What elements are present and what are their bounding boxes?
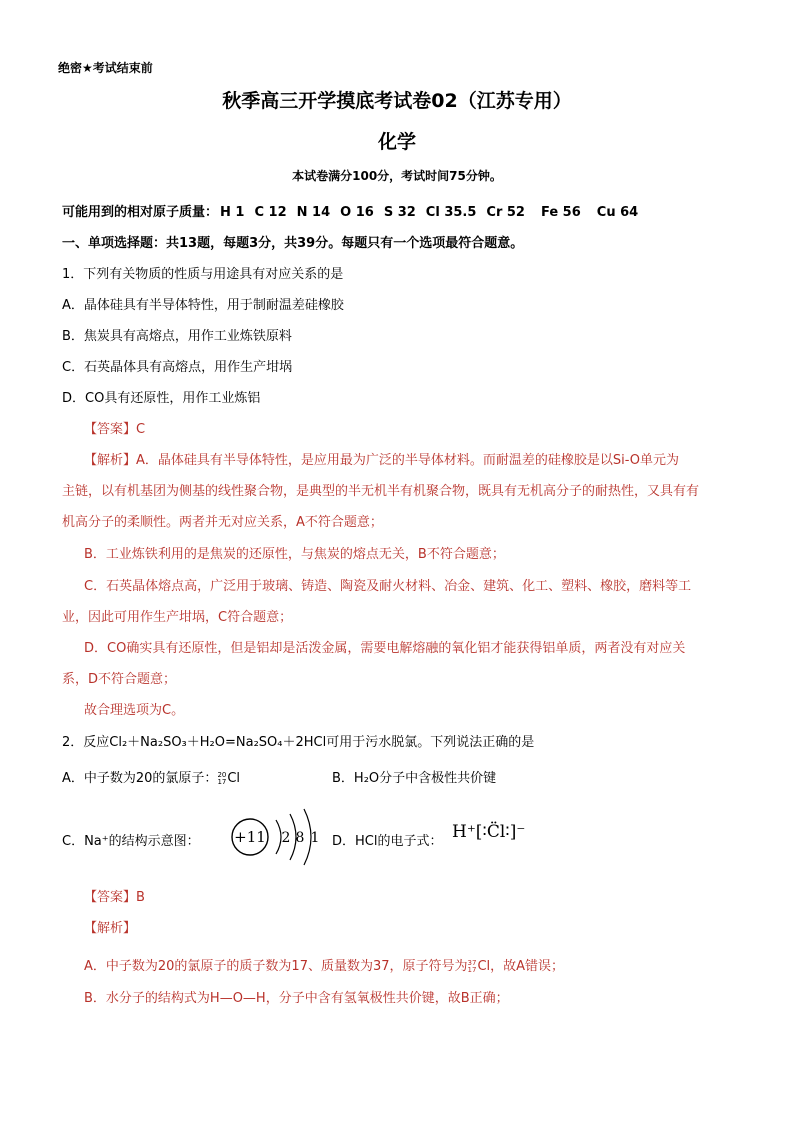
- question-1-stem: 1．下列有关物质的性质与用途具有对应关系的是: [62, 267, 344, 282]
- question-1-option-b: B．焦炭具有高熔点，用作工业炼铁原料: [62, 329, 292, 344]
- mass-item: Cu 64: [596, 205, 639, 220]
- question-1-answer: 【答案】C: [84, 422, 146, 437]
- shell-electrons: 8: [295, 830, 305, 846]
- analysis-line: C．石英晶体熔点高，广泛用于玻璃、铸造、陶瓷及耐火材料、冶金、建筑、化工、塑料、橡胶，磨料等工: [84, 579, 692, 594]
- mass-item: S 32: [383, 205, 416, 220]
- nucleus-label: +11: [234, 828, 266, 846]
- analysis-line: 系，D不符合题意；: [62, 672, 177, 687]
- question-2-stem: 2．反应Cl₂＋Na₂SO₃＋H₂O=Na₂SO₄＋2HCl可用于污水脱氯。下列说法正确的是: [62, 735, 535, 750]
- atomic-masses: [62, 201, 648, 220]
- na-ion-structure-diagram: [228, 806, 328, 868]
- section-heading: 一、单项选择题：共13题，每题3分，共39分。每题只有一个选项最符合题意。: [62, 236, 524, 251]
- question-2-option-c: C．Na⁺的结构示意图：: [62, 834, 200, 849]
- analysis-line: 机高分子的柔顺性。两者并无对应关系，A不符合题意；: [62, 515, 383, 530]
- nuclide-notation: 37 17: [467, 958, 477, 974]
- exam-info: 本试卷满分100分，考试时间75分钟。: [292, 169, 502, 183]
- question-1-option-a: A．晶体硅具有半导体特性，用于制耐温差硅橡胶: [62, 298, 344, 313]
- secret-label: 绝密★考试结束前: [58, 61, 153, 75]
- page-title: 秋季高三开学摸底考试卷02（江苏专用）: [222, 90, 572, 112]
- question-1-conclusion: 故合理选项为C。: [84, 703, 185, 718]
- mass-item: N 14: [296, 205, 331, 220]
- question-2-analysis-title: 【解析】: [84, 921, 137, 936]
- question-2-analysis-b: B．水分子的结构式为H—O—H，分子中含有氢氧极性共价键，故B正确；: [84, 991, 509, 1006]
- shell-electrons: 2: [281, 830, 291, 846]
- hcl-electron-formula: H⁺[∶C̈l∶]⁻: [452, 822, 526, 842]
- mass-item: Cr 52: [486, 205, 525, 220]
- mass-item: C 12: [254, 205, 287, 220]
- analysis-line: 主链，以有机基团为侧基的线性聚合物，是典型的半无机半有机聚合物，既具有无机高分子的耐热性，又具有有: [62, 484, 700, 499]
- question-2-answer: 【答案】B: [84, 890, 145, 905]
- mass-item: Cl 35.5: [425, 205, 477, 220]
- analysis-line: 【解析】A．晶体硅具有半导体特性，是应用最为广泛的半导体材料。而耐温差的硅橡胶是以Si-O单元为: [84, 453, 680, 468]
- question-1-option-c: C．石英晶体具有高熔点，用作生产坩埚: [62, 360, 293, 375]
- subject-title: 化学: [377, 131, 416, 153]
- question-2-analysis-a: A．中子数为20的氯原子的质子数为17、质量数为37，原子符号为 37 17 Cl，故A错误；: [84, 958, 565, 974]
- question-2-option-d: D．HCl的电子式：: [332, 834, 443, 849]
- nuclide-notation: 20 17: [217, 770, 227, 786]
- analysis-line: 业，因此可用作生产坩埚，C符合题意；: [62, 610, 293, 625]
- mass-item: H 1: [220, 205, 245, 220]
- mass-item: O 16: [340, 205, 374, 220]
- analysis-line: D．CO确实具有还原性，但是铝却是活泼金属，需要电解熔融的氧化铝才能获得铝单质，两者没有对应关: [84, 641, 686, 656]
- question-2-option-b: B．H₂O分子中含极性共价键: [332, 771, 497, 786]
- analysis-line: B．工业炼铁利用的是焦炭的还原性，与焦炭的熔点无关，B不符合题意；: [84, 547, 505, 562]
- shell-electrons: 1: [310, 830, 320, 846]
- question-2-option-a: A．中子数为20的氯原子： 20 17 Cl: [62, 770, 241, 786]
- question-1-option-d: D．CO具有还原性，用作工业炼铝: [62, 391, 261, 406]
- mass-item: Fe 56: [540, 205, 581, 220]
- atomic-masses-label: 可能用到的相对原子质量：: [62, 205, 219, 220]
